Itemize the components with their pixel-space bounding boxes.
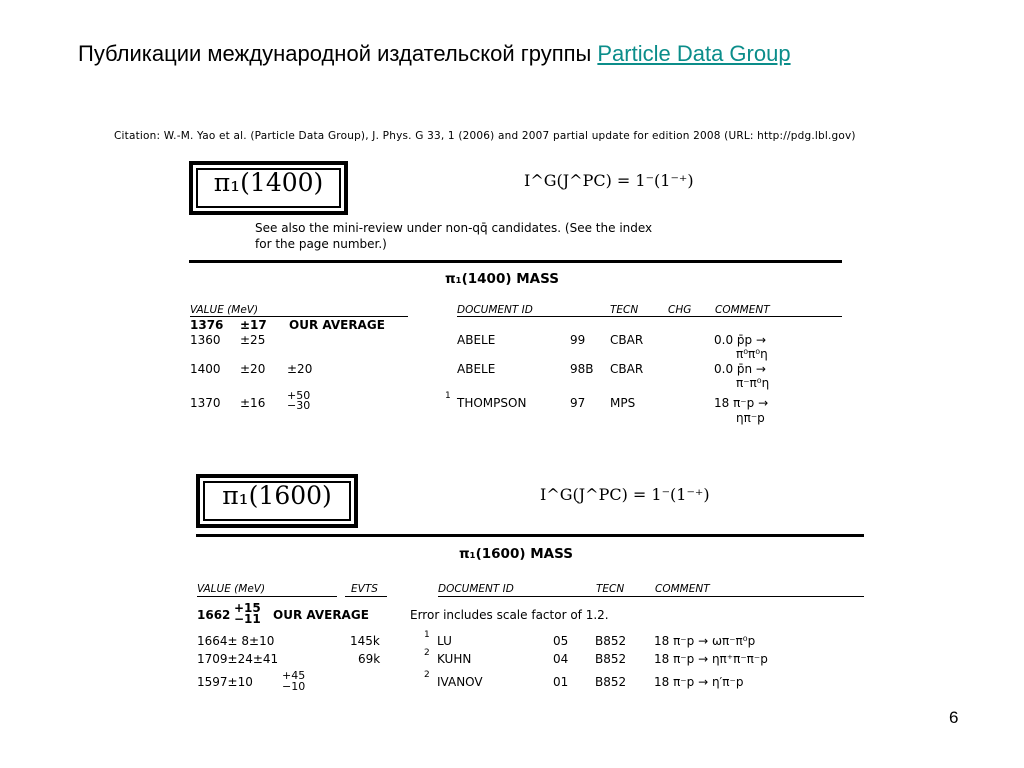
pi1400-avg-error: ±17 — [240, 318, 267, 332]
avg-error-down: −11 — [234, 612, 261, 626]
slide-title — [78, 40, 791, 68]
asym-error-up: +50 — [287, 389, 311, 402]
table-row-error2: ±20 — [287, 362, 313, 376]
pi1400-header-underline-left — [190, 316, 408, 317]
table-row-doc: LU — [437, 634, 452, 648]
pi1600-col-comment: COMMENT — [655, 583, 710, 595]
pi1400-name-box — [189, 161, 348, 215]
avg-error-up: +15 — [234, 601, 261, 615]
pi1400-col-chg: CHG — [668, 304, 692, 316]
pi1600-section-rule — [196, 534, 864, 537]
asym-error-down: −10 — [282, 680, 306, 693]
pi1400-see-also-line1: See also the mini-review under non-qq̄ candidates. (See the index — [255, 221, 653, 235]
particle-data-group-link[interactable]: Particle Data Group — [597, 41, 791, 66]
table-row-year: 97 — [570, 396, 586, 410]
table-row-comment: 0.0 p̄n → — [714, 362, 766, 376]
pi1600-avg-note: Error includes scale factor of 1.2. — [410, 608, 609, 622]
table-row-value: 1664± 8±10 — [197, 634, 275, 648]
table-row-value: 1370 — [190, 396, 221, 410]
asym-error-up: +45 — [282, 669, 306, 682]
pi1600-avg-asym-error — [234, 603, 261, 625]
footnote-marker: 1 — [424, 630, 430, 640]
table-row-comment-cont: π⁰π⁰η — [736, 347, 768, 361]
citation: Citation: W.-M. Yao et al. (Particle Data Group), J. Phys. G 33, 1 (2006) and 2007 partial update for edition 2008 (URL: http://pdg.lbl.gov) — [114, 130, 856, 142]
pi1600-quantum-numbers: I^G(J^PC) = 1⁻(1⁻⁺) — [540, 485, 710, 504]
pi1400-mass-title: π₁(1400) MASS — [445, 271, 559, 287]
table-row-doc: ABELE — [457, 362, 496, 376]
table-row-error: ±20 — [240, 362, 266, 376]
table-row-value: 1400 — [190, 362, 221, 376]
table-row-tecn: B852 — [595, 634, 627, 648]
pi1400-header-underline-right — [457, 316, 842, 317]
table-row-comment-cont: ηπ⁻p — [736, 411, 765, 425]
footnote-marker: 1 — [445, 391, 451, 401]
table-row-evts: 69k — [358, 652, 381, 666]
pi1400-see-also-line2: for the page number.) — [255, 237, 387, 251]
table-row-tecn: B852 — [595, 675, 627, 689]
slide-title-text: Публикации международной издательской группы — [78, 41, 592, 66]
table-row-comment: 18 π⁻p → ωπ⁻π⁰p — [654, 634, 756, 648]
table-row-tecn: CBAR — [610, 362, 644, 376]
table-row-error: ±25 — [240, 333, 266, 347]
pi1600-avg-label: OUR AVERAGE — [273, 608, 369, 622]
table-row-year: 05 — [553, 634, 569, 648]
table-row-doc: IVANOV — [437, 675, 483, 689]
pi1600-col-doc: DOCUMENT ID — [438, 583, 514, 595]
table-row-value: 1597±10 — [197, 675, 253, 689]
pi1400-avg-value: 1376 — [190, 318, 224, 332]
pi1600-avg-value: 1662 — [197, 608, 231, 622]
pi1600-underline-evts — [345, 596, 387, 597]
footnote-marker: 2 — [424, 670, 430, 680]
pi1400-col-value: VALUE (MeV) — [190, 304, 259, 316]
pi1600-underline-right — [438, 596, 864, 597]
table-row-tecn: MPS — [610, 396, 636, 410]
table-row-year: 98B — [570, 362, 594, 376]
table-row-tecn: CBAR — [610, 333, 644, 347]
table-row-comment: 18 π⁻p → — [714, 396, 769, 410]
pi1600-name: π₁(1600) — [222, 481, 332, 510]
table-row-error: ±16 — [240, 396, 266, 410]
pi1600-col-evts: EVTS — [351, 583, 378, 595]
table-row-comment: 18 π⁻p → ηπ⁺π⁻π⁻p — [654, 652, 768, 666]
table-row-comment: 0.0 p̄p → — [714, 333, 767, 347]
page-number: 6 — [949, 708, 959, 727]
pi1400-col-doc: DOCUMENT ID — [457, 304, 533, 316]
table-row-doc: THOMPSON — [457, 396, 527, 410]
pi1600-mass-title: π₁(1600) MASS — [459, 546, 573, 562]
table-row-doc: KUHN — [437, 652, 472, 666]
table-row-asym-error — [282, 670, 305, 692]
pi1400-section-rule — [189, 260, 842, 263]
table-row-comment-cont: π⁻π⁰η — [736, 376, 770, 390]
asym-error-down: −30 — [287, 399, 311, 412]
pi1600-underline-value — [197, 596, 337, 597]
footnote-marker: 2 — [424, 648, 430, 658]
pi1400-col-comment: COMMENT — [715, 304, 770, 316]
table-row-asym-error — [287, 391, 310, 411]
table-row-evts: 145k — [350, 634, 380, 648]
pi1400-col-tecn: TECN — [610, 304, 639, 316]
table-row-value: 1709±24±41 — [197, 652, 279, 666]
pi1400-avg-label: OUR AVERAGE — [289, 318, 385, 332]
table-row-doc: ABELE — [457, 333, 496, 347]
pi1600-col-value: VALUE (MeV) — [197, 583, 266, 595]
table-row-value: 1360 — [190, 333, 221, 347]
pi1600-name-box — [196, 474, 358, 528]
table-row-year: 01 — [553, 675, 569, 689]
table-row-year: 99 — [570, 333, 586, 347]
table-row-tecn: B852 — [595, 652, 627, 666]
table-row-year: 04 — [553, 652, 569, 666]
pi1400-name: π₁(1400) — [213, 168, 324, 197]
table-row-comment: 18 π⁻p → η′π⁻p — [654, 675, 744, 689]
pi1600-col-tecn: TECN — [596, 583, 625, 595]
pi1400-quantum-numbers: I^G(J^PC) = 1⁻(1⁻⁺) — [524, 171, 694, 190]
